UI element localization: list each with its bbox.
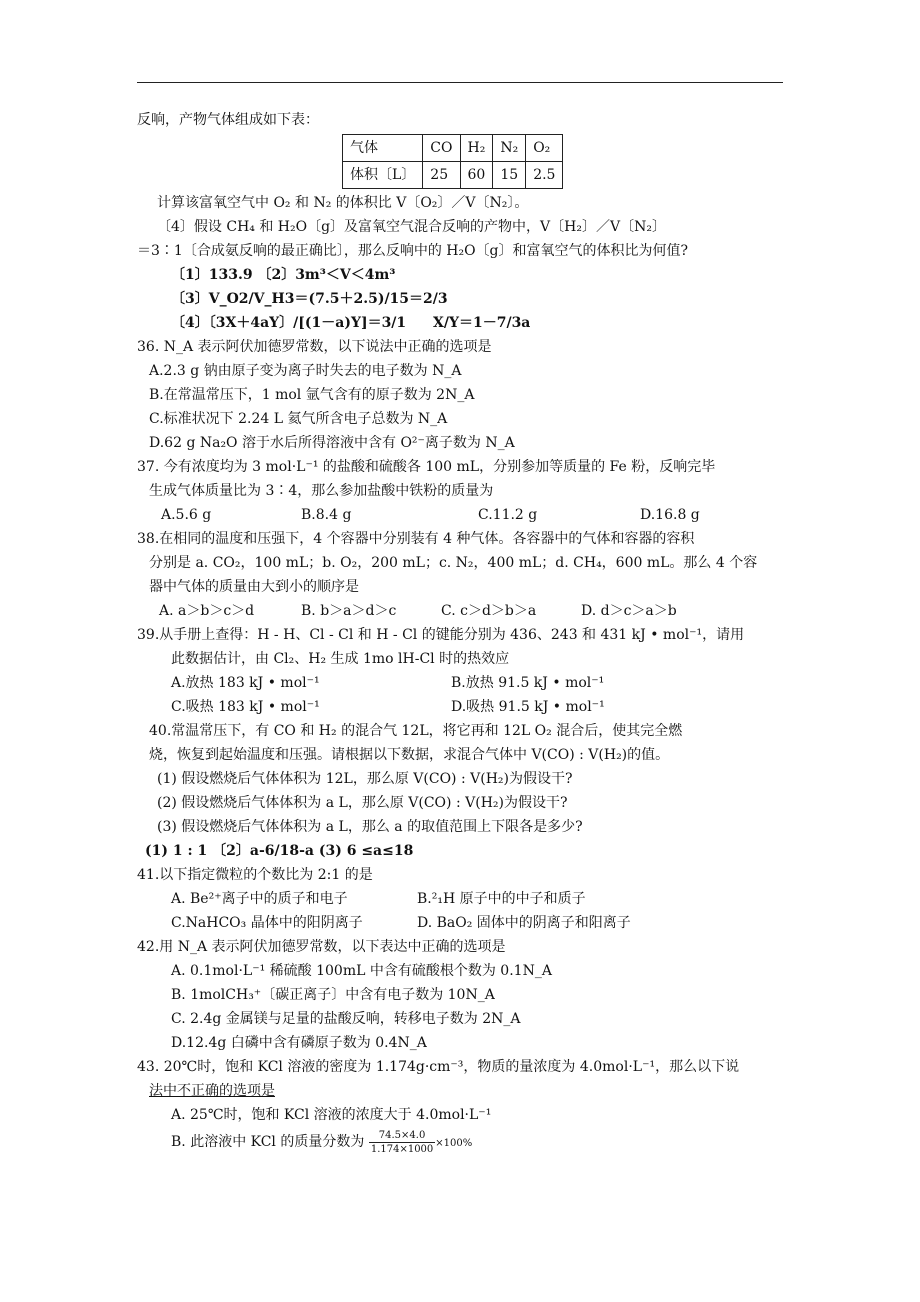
q37-option-c: C.11.2 g	[478, 507, 538, 523]
table-cell: 15	[493, 162, 526, 189]
q41-option-a: A. Be²⁺离子中的质子和电子	[171, 891, 348, 907]
q42-option-a: A. 0.1mol·L⁻¹ 稀硫酸 100mL 中含有硫酸根个数为 0.1N_A	[171, 963, 552, 979]
answer-part: X/Y＝1－7/3a	[433, 315, 531, 331]
q38-stem: 38.在相同的温度和压强下，4 个容器中分别装有 4 种气体。各容器中的气体和容器的容积	[137, 531, 695, 547]
q37-stem: 37. 今有浓度均为 3 mol·L⁻¹ 的盐酸和硫酸各 100 mL，分别参加等质量的 Fe 粉，反响完毕	[137, 459, 716, 475]
q37-stem: 生成气体质量比为 3∶4，那么参加盐酸中铁粉的质量为	[149, 483, 494, 499]
q39-option-a: A.放热 183 kJ • mol⁻¹	[171, 675, 320, 691]
q39-options-row2	[137, 695, 787, 719]
table-cell: O₂	[526, 135, 563, 162]
q36-stem: 36. N_A 表示阿伏加德罗常数，以下说法中正确的选项是	[137, 339, 492, 355]
q42-stem: 42.用 N_A 表示阿伏加德罗常数，以下表达中正确的选项是	[137, 939, 506, 955]
intro-line: 反响，产物气体组成如下表：	[137, 112, 319, 128]
table-cell: 体积〔L〕	[343, 162, 423, 189]
q41-options-row1	[137, 887, 787, 911]
q39-option-c: C.吸热 183 kJ • mol⁻¹	[171, 699, 320, 715]
mass-fraction-formula	[369, 1129, 435, 1156]
fraction-tail: ×100%	[435, 1138, 473, 1149]
q37-option-d: D.16.8 g	[640, 507, 700, 523]
table-cell: 25	[423, 162, 460, 189]
q40-stem: 40.常温常压下，有 CO 和 H₂ 的混合气 12L，将它再和 12L O₂ 混合后，使其完全燃	[149, 723, 683, 739]
fraction-denominator: 1.174×1000	[370, 1143, 434, 1155]
q39-options-row1	[137, 671, 787, 695]
q41-option-d: D. BaO₂ 固体中的阴离子和阳离子	[417, 915, 631, 931]
document-body	[137, 108, 787, 1159]
q39-stem: 此数据估计，由 Cl₂、H₂ 生成 1mo lH-Cl 时的热效应	[171, 651, 510, 667]
q41-option-c: C.NaHCO₃ 晶体中的阳阴离子	[171, 915, 363, 931]
q37-option-b: B.8.4 g	[301, 507, 352, 523]
q43-option-b-text: B. 此溶液中 KCl 的质量分数为	[171, 1134, 365, 1150]
q39-stem: 39.从手册上查得：H - H、Cl - Cl 和 H - Cl 的键能分别为 436、243 和 431 kJ • mol⁻¹，请用	[137, 627, 745, 643]
q43-stem-underlined: 法中不正确的选项是	[149, 1083, 275, 1099]
table-cell: H₂	[460, 135, 493, 162]
header-rule	[137, 82, 783, 83]
gas-volume-table	[342, 134, 563, 189]
q41-stem: 41.以下指定微粒的个数比为 2:1 的是	[137, 867, 373, 883]
q38-option-b: B. b＞a＞d＞c	[301, 603, 397, 619]
q36-option-c: C.标准状况下 2.24 L 氦气所含电子总数为 N_A	[149, 411, 448, 427]
q42-option-c: C. 2.4g 金属镁与足量的盐酸反响，转移电子数为 2N_A	[171, 1011, 521, 1027]
q40-part: (3) 假设燃烧后气体体积为 a L，那么 a 的取值范围上下限各是多少?	[157, 819, 583, 835]
q36-option-d: D.62 g Na₂O 溶于水后所得溶液中含有 O²⁻离子数为 N_A	[149, 435, 515, 451]
q38-stem: 分别是 a. CO₂，100 mL；b. O₂，200 mL；c. N₂，400 mL；d. CH₄，600 mL。那么 4 个容	[149, 555, 758, 571]
table-cell: N₂	[493, 135, 526, 162]
table-cell: 2.5	[526, 162, 563, 189]
q37-options	[137, 503, 787, 527]
q40-part: (2) 假设燃烧后气体体积为 a L，那么原 V(CO) : V(H₂)为假设干?	[157, 795, 568, 811]
q39-option-b: B.放热 91.5 kJ • mol⁻¹	[451, 675, 605, 691]
q35-line: 计算该富氧空气中 O₂ 和 N₂ 的体积比 V〔O₂〕／V〔N₂〕。	[157, 195, 529, 211]
q39-option-d: D.吸热 91.5 kJ • mol⁻¹	[451, 699, 605, 715]
q41-options-row2	[137, 911, 787, 935]
q42-option-d: D.12.4g 白磷中含有磷原子数为 0.4N_A	[171, 1035, 427, 1051]
q40-answer: (1) 1 : 1 〔2〕a-6/18-a (3) 6 ≤a≤18	[145, 843, 414, 859]
q35-line: ＝3∶1〔合成氨反响的最正确比〕，那么反响中的 H₂O〔g〕和富氧空气的体积比为何值?	[137, 243, 689, 259]
q43-option-a: A. 25℃时，饱和 KCl 溶液的浓度大于 4.0mol·L⁻¹	[171, 1107, 492, 1123]
fraction-numerator: 74.5×4.0	[369, 1129, 435, 1143]
q35-answer: 〔3〕V_O2/V_H3＝(7.5＋2.5)/15＝2/3	[171, 291, 448, 307]
table-cell: 60	[460, 162, 493, 189]
q37-option-a: A.5.6 g	[161, 507, 212, 523]
q42-option-b: B. 1molCH₃⁺〔碳正离子〕中含有电子数为 10N_A	[171, 987, 495, 1003]
q38-option-a: A. a＞b＞c＞d	[159, 603, 255, 619]
q43-stem: 43. 20℃时，饱和 KCl 溶液的密度为 1.174g·cm⁻³，物质的量浓度为 4.0mol·L⁻¹，那么以下说	[137, 1059, 740, 1075]
table-cell: 气体	[343, 135, 423, 162]
q40-stem: 烧，恢复到起始温度和压强。请根据以下数据，求混合气体中 V(CO) : V(H₂)的值。	[149, 747, 670, 763]
q43-option-b	[137, 1127, 787, 1159]
table-row	[343, 162, 563, 189]
q38-stem: 器中气体的质量由大到小的顺序是	[149, 579, 359, 595]
q38-options	[137, 599, 787, 623]
answer-part: 〔4〕〔3X＋4aY〕/[(1－a)Y]＝3/1	[171, 315, 407, 331]
q36-option-a: A.2.3 g 钠由原子变为离子时失去的电子数为 N_A	[149, 363, 462, 379]
q35-answer	[137, 311, 787, 335]
q35-line: 〔4〕假设 CH₄ 和 H₂O〔g〕及富氧空气混合反响的产物中，V〔H₂〕／V〔N₂〕	[157, 219, 666, 235]
q35-answer: 〔1〕133.9 〔2〕3m³＜V＜4m³	[171, 267, 396, 283]
q43-stem	[137, 1079, 787, 1103]
q36-option-b: B.在常温常压下，1 mol 氩气含有的原子数为 2N_A	[149, 387, 475, 403]
q38-option-c: C. c＞d＞b＞a	[441, 603, 537, 619]
q41-option-b: B.²₁H 原子中的中子和质子	[417, 891, 586, 907]
table-cell: CO	[423, 135, 460, 162]
q40-part: (1) 假设燃烧后气体体积为 12L，那么原 V(CO) : V(H₂)为假设干?	[157, 771, 573, 787]
q38-option-d: D. d＞c＞a＞b	[581, 603, 677, 619]
table-row	[343, 135, 563, 162]
